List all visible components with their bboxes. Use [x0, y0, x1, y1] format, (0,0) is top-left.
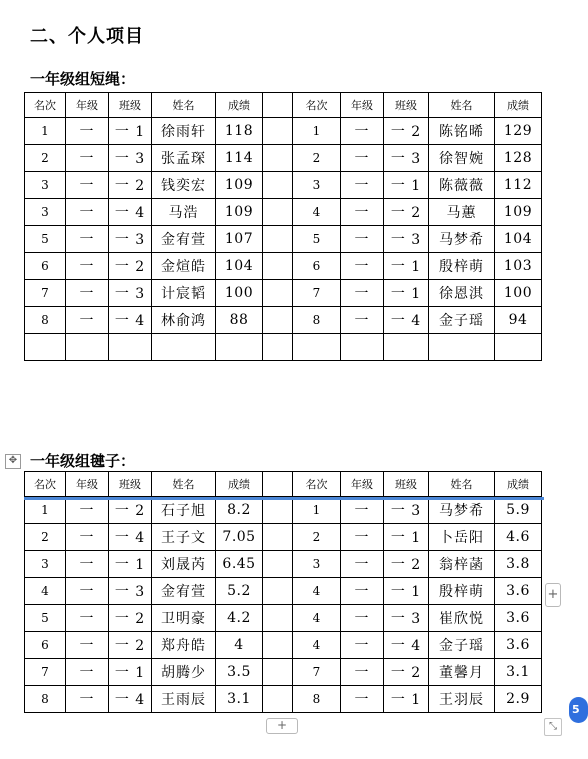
table-cell: 1	[25, 497, 66, 524]
table-cell: 陈薇薇	[429, 172, 495, 199]
table-header-cell: 年级	[66, 472, 109, 497]
table-cell: 5.2	[216, 578, 263, 605]
table-cell: 计宸韬	[152, 280, 216, 307]
table-cell	[66, 334, 109, 361]
table-cell	[341, 334, 384, 361]
table-cell: 一	[341, 497, 384, 524]
table-cell: 一 1	[384, 172, 429, 199]
table-spacer-cell	[263, 334, 293, 361]
table-header-cell: 姓名	[429, 93, 495, 118]
add-column-button[interactable]: +	[545, 583, 561, 607]
table-row-empty	[25, 334, 542, 361]
table-row	[25, 524, 542, 551]
table-row	[25, 497, 542, 524]
table-cell: 100	[495, 280, 542, 307]
table-cell: 一	[341, 199, 384, 226]
table-cell: 6	[25, 253, 66, 280]
table-cell: 一 3	[384, 145, 429, 172]
table-cell: 2	[293, 145, 341, 172]
table-cell: 一 4	[109, 307, 152, 334]
table-cell: 崔欣悦	[429, 605, 495, 632]
table-cell: 一	[66, 307, 109, 334]
table-cell: 金宥萱	[152, 226, 216, 253]
table-row	[25, 226, 542, 253]
table-cell: 一	[66, 497, 109, 524]
table-cell: 1	[25, 118, 66, 145]
jump-rope-title: 一年级组短绳：	[30, 70, 136, 88]
table-header-row	[25, 472, 542, 497]
table-cell: 一 3	[109, 578, 152, 605]
table-cell: 一	[66, 118, 109, 145]
table-cell: 94	[495, 307, 542, 334]
table-spacer-cell	[263, 578, 293, 605]
table-cell: 109	[216, 172, 263, 199]
table-spacer-cell	[263, 93, 293, 118]
table-spacer-cell	[263, 659, 293, 686]
table-spacer-cell	[263, 524, 293, 551]
table-cell: 5	[25, 226, 66, 253]
add-row-button[interactable]: +	[266, 718, 298, 734]
table-cell: 一 1	[384, 280, 429, 307]
table-cell: 7	[25, 280, 66, 307]
table-spacer-cell	[263, 307, 293, 334]
table-cell: 一 3	[109, 280, 152, 307]
table-cell: 一 1	[109, 118, 152, 145]
table-cell: 石子旭	[152, 497, 216, 524]
table-move-handle-icon[interactable]: ✥	[5, 454, 21, 469]
table-cell: 1	[293, 497, 341, 524]
table-row	[25, 551, 542, 578]
shuttlecock-table	[24, 471, 542, 713]
table-header-cell: 成绩	[495, 93, 542, 118]
table-cell: 一	[66, 199, 109, 226]
table-cell: 8.2	[216, 497, 263, 524]
table-cell: 104	[216, 253, 263, 280]
table-cell: 4	[293, 605, 341, 632]
table-cell: 一 1	[384, 253, 429, 280]
table-row	[25, 145, 542, 172]
table-spacer-cell	[263, 280, 293, 307]
table-header-cell: 成绩	[216, 93, 263, 118]
table-spacer-cell	[263, 172, 293, 199]
table-cell: 一 4	[384, 632, 429, 659]
table-spacer-cell	[263, 551, 293, 578]
table-cell: 7	[25, 659, 66, 686]
table-cell	[293, 334, 341, 361]
table-cell	[495, 334, 542, 361]
table-cell: 刘晟芮	[152, 551, 216, 578]
table-cell: 3	[293, 172, 341, 199]
table-cell: 一 1	[109, 659, 152, 686]
table-cell: 一 3	[109, 145, 152, 172]
table-cell: 4	[25, 578, 66, 605]
table-cell: 114	[216, 145, 263, 172]
table-cell: 8	[25, 686, 66, 713]
table-cell: 一	[341, 524, 384, 551]
table-row	[25, 253, 542, 280]
table-spacer-cell	[263, 686, 293, 713]
table-cell: 100	[216, 280, 263, 307]
table-cell: 2.9	[495, 686, 542, 713]
table-cell: 一 2	[109, 172, 152, 199]
table-cell: 129	[495, 118, 542, 145]
table-cell: 一	[341, 145, 384, 172]
table-cell: 马梦希	[429, 226, 495, 253]
table-cell: 董馨月	[429, 659, 495, 686]
table-cell: 8	[25, 307, 66, 334]
table-spacer-cell	[263, 226, 293, 253]
table-header-cell: 姓名	[429, 472, 495, 497]
table-cell: 5	[293, 226, 341, 253]
table-cell: 金子瑶	[429, 632, 495, 659]
table-row	[25, 118, 542, 145]
table-spacer-cell	[263, 605, 293, 632]
table-row	[25, 307, 542, 334]
table-row	[25, 686, 542, 713]
table-cell: 一	[341, 686, 384, 713]
table-cell: 3.1	[216, 686, 263, 713]
table-cell: 109	[216, 199, 263, 226]
table-cell	[152, 334, 216, 361]
table-cell: 一	[66, 280, 109, 307]
table-row	[25, 172, 542, 199]
table-cell: 一	[66, 172, 109, 199]
table-cell: 殷梓萌	[429, 578, 495, 605]
table-cell: 林俞鸿	[152, 307, 216, 334]
table-header-cell: 年级	[66, 93, 109, 118]
table-cell: 翁梓菡	[429, 551, 495, 578]
table-spacer-cell	[263, 199, 293, 226]
table-cell: 一 4	[109, 686, 152, 713]
table-cell: 钱奕宏	[152, 172, 216, 199]
table-header-cell: 班级	[384, 472, 429, 497]
table-cell: 一 2	[109, 497, 152, 524]
table-cell: 3.6	[495, 578, 542, 605]
table-cell: 3	[25, 172, 66, 199]
table-cell: 2	[293, 524, 341, 551]
table-cell: 7	[293, 280, 341, 307]
table-cell: 7	[293, 659, 341, 686]
table-cell: 一 3	[109, 226, 152, 253]
table-cell: 7.05	[216, 524, 263, 551]
table-cell: 一 2	[384, 659, 429, 686]
table-header-cell: 名次	[293, 93, 341, 118]
table-cell: 128	[495, 145, 542, 172]
table-header-cell: 班级	[109, 93, 152, 118]
table-cell: 一 2	[384, 118, 429, 145]
table-cell: 3.6	[495, 632, 542, 659]
table-cell: 3.5	[216, 659, 263, 686]
table-cell	[216, 334, 263, 361]
table-cell: 4	[293, 578, 341, 605]
table-cell: 徐恩淇	[429, 280, 495, 307]
table-cell: 3	[25, 199, 66, 226]
table-row	[25, 199, 542, 226]
table-row	[25, 659, 542, 686]
table-resize-handle-icon[interactable]: ⤡	[544, 718, 562, 736]
table-cell: 王雨辰	[152, 686, 216, 713]
table-cell: 马蕙	[429, 199, 495, 226]
table-cell: 一	[66, 632, 109, 659]
table-header-cell: 名次	[25, 472, 66, 497]
table-cell: 一	[66, 686, 109, 713]
table-cell: 一 2	[109, 253, 152, 280]
table-spacer-cell	[263, 253, 293, 280]
table-cell: 107	[216, 226, 263, 253]
table-cell: 一	[66, 524, 109, 551]
table-cell: 一	[66, 253, 109, 280]
table-cell: 一	[341, 280, 384, 307]
table-cell: 一	[341, 632, 384, 659]
table-spacer-cell	[263, 632, 293, 659]
table-cell: 5.9	[495, 497, 542, 524]
table-cell: 一	[66, 551, 109, 578]
table-header-cell: 班级	[384, 93, 429, 118]
table-cell: 4	[216, 632, 263, 659]
table-header-cell: 姓名	[152, 93, 216, 118]
table-cell: 88	[216, 307, 263, 334]
table-cell: 一 2	[384, 199, 429, 226]
table-cell: 一	[66, 145, 109, 172]
table-header-cell: 名次	[293, 472, 341, 497]
table-row	[25, 280, 542, 307]
table-cell: 2	[25, 524, 66, 551]
table-cell: 104	[495, 226, 542, 253]
table-cell: 一	[341, 118, 384, 145]
table-cell: 4	[293, 199, 341, 226]
table-row	[25, 632, 542, 659]
table-cell: 一	[341, 226, 384, 253]
table-cell: 金子瑶	[429, 307, 495, 334]
table-cell: 一 4	[109, 199, 152, 226]
table-cell: 3.1	[495, 659, 542, 686]
jump-rope-table	[24, 92, 542, 361]
table-cell: 一 1	[109, 551, 152, 578]
table-spacer-cell	[263, 472, 293, 497]
table-cell: 8	[293, 307, 341, 334]
table-cell: 4.2	[216, 605, 263, 632]
table-cell: 6	[293, 253, 341, 280]
table-cell: 一 1	[384, 686, 429, 713]
table-row	[25, 578, 542, 605]
table-cell: 6	[25, 632, 66, 659]
table-cell: 马浩	[152, 199, 216, 226]
table-cell: 109	[495, 199, 542, 226]
table-header-cell: 年级	[341, 93, 384, 118]
table-cell: 金煊皓	[152, 253, 216, 280]
table-spacer-cell	[263, 145, 293, 172]
table-spacer-cell	[263, 118, 293, 145]
table-cell: 一	[341, 172, 384, 199]
table-cell	[429, 334, 495, 361]
table-cell: 一 3	[384, 605, 429, 632]
table-cell: 3	[293, 551, 341, 578]
table-cell: 6.45	[216, 551, 263, 578]
table-header-cell: 年级	[341, 472, 384, 497]
table-cell: 张孟琛	[152, 145, 216, 172]
table-cell: 一 2	[384, 551, 429, 578]
shuttlecock-title: 一年级组毽子：	[30, 452, 136, 470]
table-cell: 卜岳阳	[429, 524, 495, 551]
table-cell: 一 2	[109, 605, 152, 632]
table-cell: 118	[216, 118, 263, 145]
table-cell: 殷梓萌	[429, 253, 495, 280]
table-cell: 一 4	[109, 524, 152, 551]
table-header-cell: 名次	[25, 93, 66, 118]
table-cell: 一 3	[384, 226, 429, 253]
table-cell: 一 4	[384, 307, 429, 334]
table-cell: 一	[66, 659, 109, 686]
table-cell: 一 1	[384, 524, 429, 551]
table-header-cell: 成绩	[216, 472, 263, 497]
table-header-cell: 班级	[109, 472, 152, 497]
table-cell: 一 3	[384, 497, 429, 524]
table-cell: 一	[66, 605, 109, 632]
table-cell	[384, 334, 429, 361]
table-cell: 一	[341, 605, 384, 632]
table-cell: 2	[25, 145, 66, 172]
table-cell: 徐雨轩	[152, 118, 216, 145]
table-cell: 一	[66, 226, 109, 253]
table-header-cell: 姓名	[152, 472, 216, 497]
table-cell: 金宥萱	[152, 578, 216, 605]
table-row	[25, 605, 542, 632]
table-cell: 胡腾少	[152, 659, 216, 686]
table-cell: 3.6	[495, 605, 542, 632]
table-cell	[109, 334, 152, 361]
table-cell: 卫明豪	[152, 605, 216, 632]
table-cell: 马梦希	[429, 497, 495, 524]
table-cell: 一	[341, 307, 384, 334]
table-cell: 王子文	[152, 524, 216, 551]
table-cell: 一	[341, 659, 384, 686]
side-panel-badge[interactable]: 5	[569, 697, 588, 723]
table-cell: 4	[293, 632, 341, 659]
table-cell	[25, 334, 66, 361]
row-selection-indicator	[24, 497, 544, 500]
table-cell: 一	[341, 551, 384, 578]
table-header-cell: 成绩	[495, 472, 542, 497]
table-cell: 郑舟皓	[152, 632, 216, 659]
section-title: 二、个人项目	[30, 26, 144, 47]
table-cell: 徐智婉	[429, 145, 495, 172]
table-cell: 4.6	[495, 524, 542, 551]
table-spacer-cell	[263, 497, 293, 524]
table-cell: 一	[341, 578, 384, 605]
table-header-row	[25, 93, 542, 118]
table-cell: 112	[495, 172, 542, 199]
table-cell: 陈铭晞	[429, 118, 495, 145]
table-cell: 一 1	[384, 578, 429, 605]
table-cell: 一	[66, 578, 109, 605]
table-cell: 8	[293, 686, 341, 713]
table-cell: 一 2	[109, 632, 152, 659]
table-cell: 103	[495, 253, 542, 280]
table-cell: 1	[293, 118, 341, 145]
table-cell: 一	[341, 253, 384, 280]
table-cell: 王羽辰	[429, 686, 495, 713]
table-cell: 5	[25, 605, 66, 632]
table-cell: 3.8	[495, 551, 542, 578]
table-cell: 3	[25, 551, 66, 578]
